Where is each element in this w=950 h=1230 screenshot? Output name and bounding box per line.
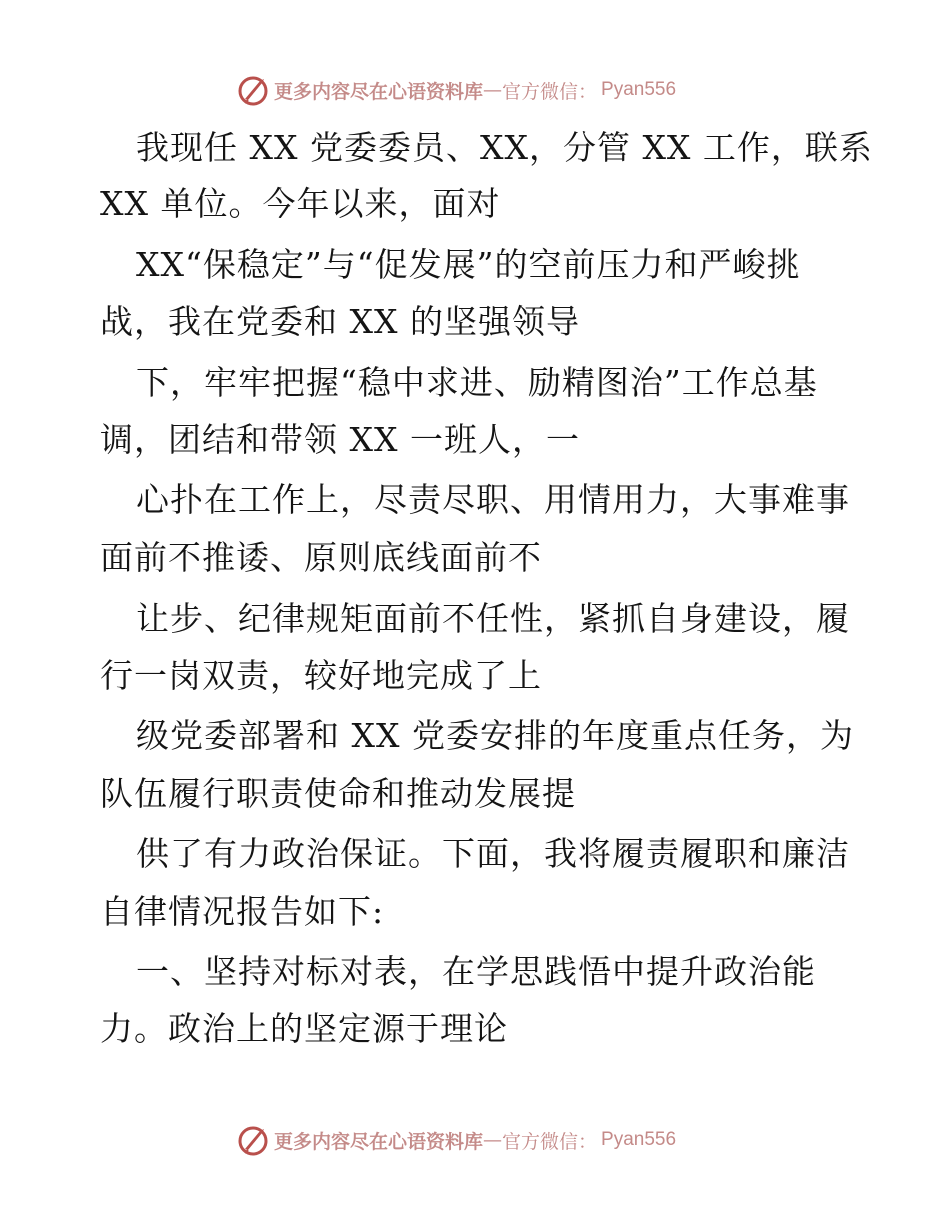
watermark-wechat-id: Pyan556	[601, 1129, 677, 1150]
text-line: 行一岗双责，较好地完成了上	[100, 656, 542, 695]
watermark-wechat-label: 官方微信：	[502, 80, 598, 103]
text-line: 供了有力政治保证。下面，我将履责履职和廉洁	[136, 834, 850, 873]
text-line: 力。政治上的坚定源于理论	[100, 1009, 508, 1048]
text-line: XX 单位。今年以来，面对	[100, 184, 501, 223]
quill-pen-logo-icon	[236, 1123, 270, 1157]
watermark-wechat-id: Pyan556	[601, 79, 677, 100]
watermark-text: 更多内容尽在心语资料库	[274, 1130, 484, 1153]
text-line: 下，牢牢把握“稳中求进、励精图治”工作总基	[136, 363, 818, 402]
text-line: 面前不推诿、原则底线面前不	[100, 538, 542, 577]
text-line: XX“保稳定”与“促发展”的空前压力和严峻挑	[136, 245, 801, 284]
header-watermark	[236, 70, 676, 110]
text-line: 我现任 XX 党委委员、XX，分管 XX 工作，联系	[136, 128, 873, 167]
text-line: 自律情况报告如下:	[100, 892, 385, 931]
section-heading-line: 一、坚持对标对表，在学思践悟中提升政治能	[136, 952, 816, 991]
quill-pen-logo-icon	[236, 73, 270, 107]
text-line: 级党委部署和 XX 党委安排的年度重点任务，为	[136, 716, 854, 755]
text-line: 调，团结和带领 XX 一班人，一	[100, 420, 580, 459]
footer-watermark	[236, 1120, 676, 1160]
watermark-dash: —	[483, 1129, 503, 1151]
watermark-wechat-label: 官方微信：	[502, 1130, 598, 1153]
text-line: 战，我在党委和 XX 的坚强领导	[100, 302, 580, 341]
text-line: 队伍履行职责使命和推动发展提	[100, 774, 576, 813]
watermark-dash: —	[483, 79, 503, 101]
text-line: 让步、纪律规矩面前不任性，紧抓自身建设，履	[136, 599, 850, 638]
watermark-text: 更多内容尽在心语资料库	[274, 80, 484, 103]
text-line: 心扑在工作上，尽责尽职、用情用力，大事难事	[136, 480, 850, 519]
